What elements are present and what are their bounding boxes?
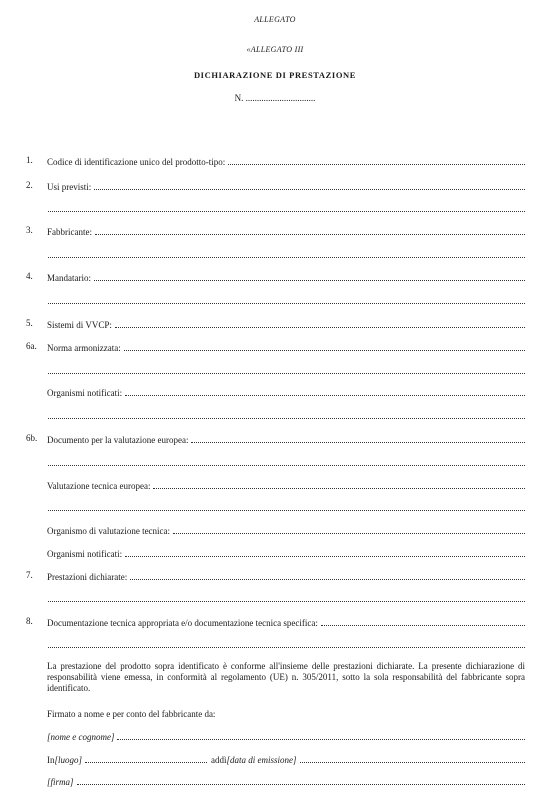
- item-4-continuation[interactable]: [47, 294, 525, 306]
- fill-line: [48, 510, 525, 511]
- item-number: 6b.: [26, 433, 38, 443]
- date-placeholder: [data di emissione]: [226, 755, 297, 765]
- item-3-field[interactable]: [47, 225, 525, 237]
- annex-heading: ALLEGATO: [254, 15, 296, 24]
- fill-line: [48, 465, 525, 466]
- item-6b-tab-label: Organismo di valutazione tecnica:: [47, 526, 171, 536]
- item-2-label: Usi previsti:: [47, 182, 92, 192]
- fill-line: [191, 442, 525, 443]
- item-number: 5.: [26, 318, 33, 328]
- signed-on-behalf: Firmato a nome e per conto del fabbricante da:: [47, 709, 216, 719]
- item-6a-notified-continuation[interactable]: [47, 409, 525, 421]
- item-3-label: Fabbricante:: [47, 227, 92, 237]
- signatory-name-field[interactable]: [47, 730, 525, 742]
- fill-line: [48, 601, 525, 602]
- item-8-field[interactable]: [47, 616, 525, 628]
- item-6a-notified-label: Organismi notificati:: [47, 388, 123, 398]
- item-number: 2.: [26, 180, 33, 190]
- item-6b-label: Documento per la valutazione europea:: [47, 435, 189, 445]
- fill-line: [94, 189, 525, 190]
- fill-line: [125, 556, 525, 557]
- item-1-field[interactable]: [47, 155, 525, 167]
- item-number: 1.: [26, 155, 33, 165]
- item-number: 4.: [26, 271, 33, 281]
- item-number: 3.: [26, 225, 33, 235]
- signature-field[interactable]: [47, 775, 525, 787]
- fill-line: [173, 533, 525, 534]
- fill-line: [48, 211, 525, 212]
- signature-placeholder: [firma]: [47, 777, 74, 787]
- item-5-field[interactable]: [47, 318, 525, 330]
- document-title: DICHIARAZIONE DI PRESTAZIONE: [193, 70, 357, 80]
- fill-line: [77, 784, 525, 785]
- item-4-label: Mandatario:: [47, 273, 91, 283]
- item-6a-notified-field[interactable]: [47, 386, 525, 398]
- item-8-continuation[interactable]: [47, 638, 525, 650]
- fill-line: [48, 647, 525, 648]
- fill-line: [48, 418, 525, 419]
- item-6b-notified-label: Organismi notificati:: [47, 549, 123, 559]
- item-7-label: Prestazioni dichiarate:: [47, 572, 128, 582]
- fill-line: [48, 257, 525, 258]
- item-number: 8.: [26, 616, 33, 626]
- item-2-field[interactable]: [47, 180, 525, 192]
- place-date-field[interactable]: [47, 753, 525, 765]
- fill-line: [115, 327, 525, 328]
- fill-line: [321, 625, 525, 626]
- fill-line: [153, 488, 525, 489]
- item-7-field[interactable]: [47, 570, 525, 582]
- in-prefix: In: [47, 755, 55, 765]
- fill-line: [130, 579, 525, 580]
- item-2-continuation[interactable]: [47, 202, 525, 214]
- fill-line: [48, 373, 525, 374]
- item-6b-eta-label: Valutazione tecnica europea:: [47, 481, 151, 491]
- item-6b-tab-field[interactable]: [47, 524, 525, 536]
- item-3-continuation[interactable]: [47, 248, 525, 260]
- item-4-field[interactable]: [47, 271, 525, 283]
- fill-line: [228, 164, 525, 165]
- item-7-continuation[interactable]: [47, 592, 525, 604]
- item-6b-field[interactable]: [47, 433, 525, 445]
- fill-line: [48, 303, 525, 304]
- place-fill-line: [85, 762, 207, 763]
- fill-line: [125, 395, 525, 396]
- addi-label: addì: [211, 755, 227, 765]
- place-placeholder: [luogo]: [54, 755, 83, 765]
- item-5-label: Sistemi di VVCP:: [47, 320, 112, 330]
- fill-line: [124, 350, 525, 351]
- item-6b-continuation[interactable]: [47, 456, 525, 468]
- item-number: 6a.: [26, 341, 37, 351]
- item-6a-continuation[interactable]: [47, 364, 525, 376]
- declaration-paragraph: La prestazione del prodotto sopra identificato è conforme all'insieme delle prestazioni dichiarate. La presente dichiarazione di responsabilità viene emessa, in conformità al regolamento (UE) n. 305/2011, sotto la sola responsabilità del fabbricante sopra identificato.: [47, 661, 525, 693]
- item-number: 7.: [26, 570, 33, 580]
- item-6b-notified-field[interactable]: [47, 547, 525, 559]
- item-8-label: Documentazione tecnica appropriata e/o documentazione tecnica specifica:: [47, 618, 318, 628]
- declaration-number: N. ...............................: [234, 93, 316, 103]
- fill-line: [94, 280, 525, 281]
- item-6a-label: Norma armonizzata:: [47, 343, 121, 353]
- date-fill-line: [300, 762, 525, 763]
- item-6b-eta-continuation[interactable]: [47, 501, 525, 513]
- item-6b-eta-field[interactable]: [47, 479, 525, 491]
- item-6a-field[interactable]: [47, 341, 525, 353]
- annex-iii-heading: «ALLEGATO III: [246, 45, 304, 54]
- name-placeholder: [nome e cognome]: [47, 732, 115, 742]
- item-1-label: Codice di identificazione unico del prodotto-tipo:: [47, 157, 226, 167]
- fill-line: [95, 234, 525, 235]
- fill-line: [117, 739, 525, 740]
